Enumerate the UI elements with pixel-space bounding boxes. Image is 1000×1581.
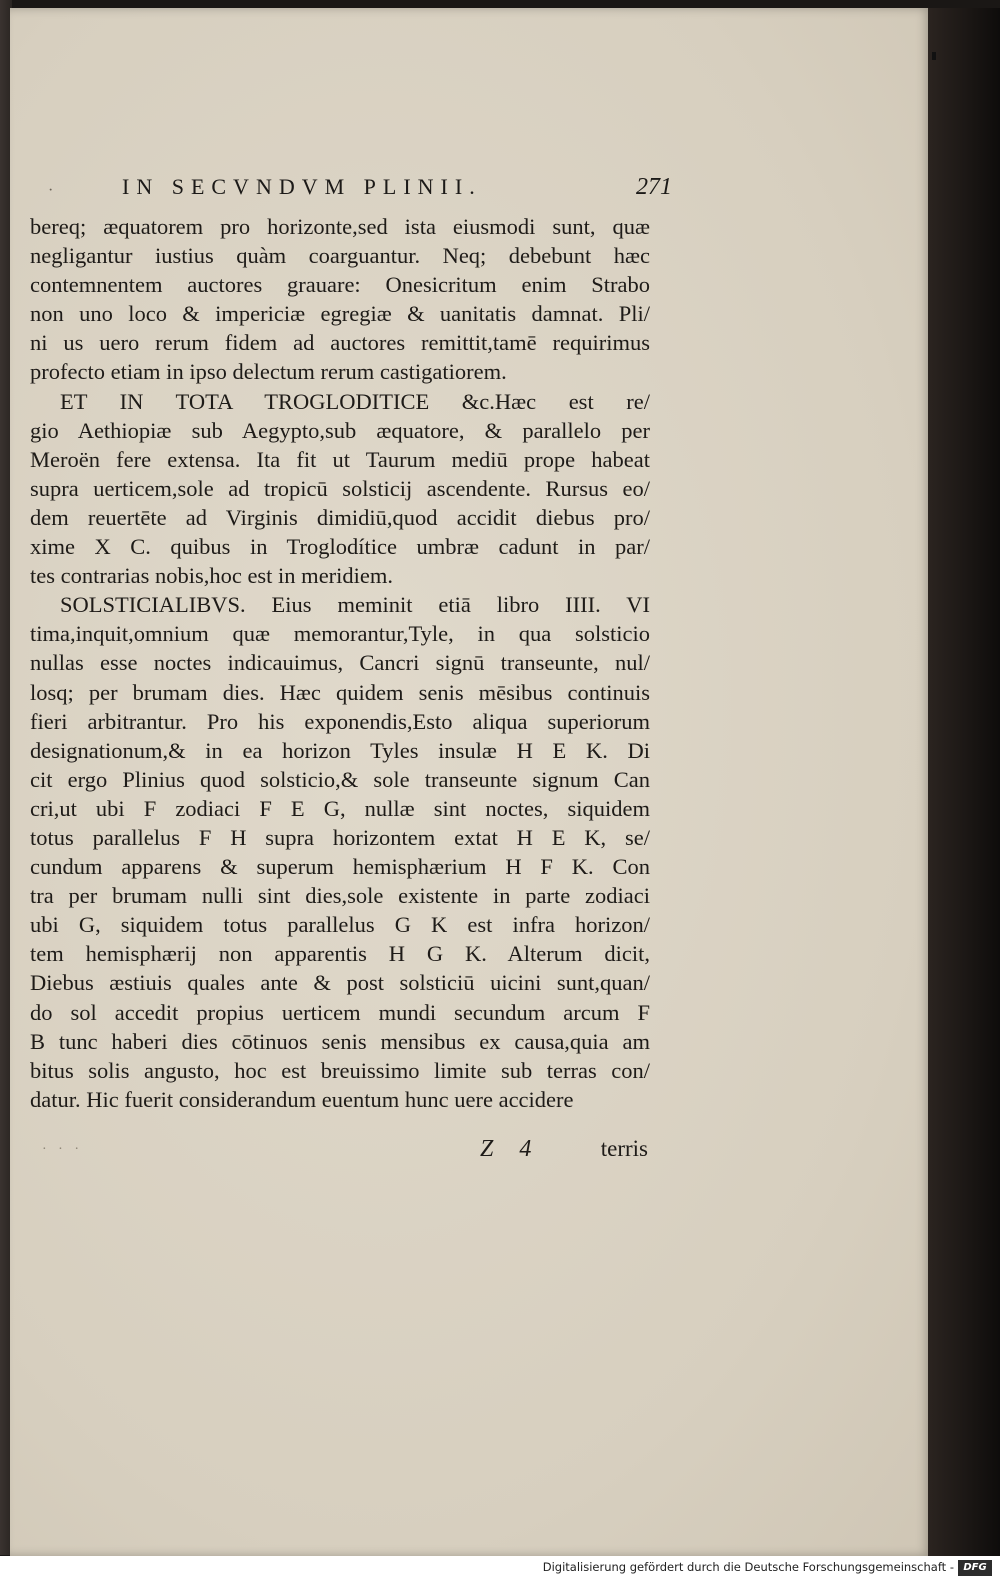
text-line: Diebus æstiuis quales ante & post solsticiū uicini sunt,quan/ (30, 970, 650, 996)
text-line: bitus solis angusto, hoc est breuissimo limite sub terras con/ (30, 1057, 650, 1083)
text-line: datur. Hic fuerit considerandum euentum hunc uere accidere (30, 1086, 574, 1112)
text-line: ni us uero rerum fidem ad auctores remittit,tamē requirimus (30, 330, 650, 356)
text-line: Meroën fere extensa. Ita fit ut Taurum mediū prope habeat (30, 446, 650, 472)
running-head-mark: · (48, 182, 54, 199)
text-line: gio Aethiopiæ sub Aegypto,sub æquatore, & parallelo per (30, 417, 650, 443)
text-line: supra uerticem,sole ad tropicū solsticij ascendente. Rursus eo/ (30, 475, 650, 501)
text-line: do sol accedit propius uerticem mundi secundum arcum F (30, 999, 650, 1025)
binding-shadow (928, 8, 1000, 1556)
page-number: 271 (636, 174, 672, 200)
text-line: bereq; æquatorem pro horizonte,sed ista eiusmodi sunt, quæ (30, 214, 650, 239)
text-line: tra per brumam nulli sint dies,sole existente in parte zodiaci (30, 883, 650, 909)
dfg-logo: DFG (958, 1560, 992, 1576)
text-line: contemnentem auctores grauare: Onesicritum enim Strabo (30, 272, 650, 298)
catchline-smudge: · · · (42, 1142, 83, 1157)
body-text (30, 212, 650, 1114)
text-line: totus parallelus F H supra horizontem extat H E K, se/ (30, 824, 650, 850)
text-line: cundum apparens & superum hemisphærium H F K. Con (30, 854, 650, 880)
text-line: xime X C. quibus in Troglodítice umbræ cadunt in par/ (30, 534, 650, 560)
footer-bar (0, 1556, 1000, 1581)
running-head-title: IN SECVNDVM PLINII. (122, 174, 482, 199)
footer-credit: Digitalisierung gefördert durch die Deutsche Forschungsgemeinschaft - (542, 1560, 954, 1574)
text-line: cri,ut ubi F zodiaci F E G, nullæ sint noctes, siquidem (30, 795, 650, 821)
running-head (36, 174, 672, 210)
text-line: tem hemisphærij non apparentis H G K. Alterum dicit, (30, 941, 650, 967)
text-line: nullas esse noctes indicauimus, Cancri signū transeunte, nul/ (30, 650, 650, 676)
text-line: tes contrarias nobis,hoc est in meridiem. (30, 563, 394, 589)
catchword: terris (600, 1136, 648, 1161)
signature-mark: Z 4 (480, 1136, 542, 1162)
text-line: cit ergo Plinius quod solsticio,& sole transeunte signum Can (30, 766, 650, 792)
catchline (36, 1136, 648, 1166)
text-line: ET IN TOTA TROGLODITICE &c.Hæc est re/ (60, 388, 650, 414)
text-line: SOLSTICIALIBVS. Eius meminit etiā libro IIII. VI (60, 592, 650, 618)
text-line: ubi G, siquidem totus parallelus G K est infra horizon/ (30, 912, 650, 938)
text-line: B tunc haberi dies cōtinuos senis mensibus ex causa,quia am (30, 1028, 650, 1054)
text-line: losq; per brumam dies. Hæc quidem senis mēsibus continuis (30, 679, 650, 705)
text-line: designationum,& in ea horizon Tyles insulæ H E K. Di (30, 737, 650, 763)
text-line: fieri arbitrantur. Pro his exponendis,Esto aliqua superiorum (30, 708, 650, 734)
text-line: tima,inquit,omnium quæ memorantur,Tyle, in qua solsticio (30, 621, 650, 647)
text-line: negligantur iustius quàm coarguantur. Neq; debebunt hæc (30, 243, 650, 269)
text-line: dem reuertēte ad Virginis dimidiū,quod accidit diebus pro/ (30, 504, 650, 530)
binding-mark (932, 52, 936, 60)
text-line: profecto etiam in ipso delectum rerum castigatiorem. (30, 359, 507, 385)
text-line: non uno loco & impericiæ egregiæ & uanitatis damnat. Pli/ (30, 301, 650, 327)
